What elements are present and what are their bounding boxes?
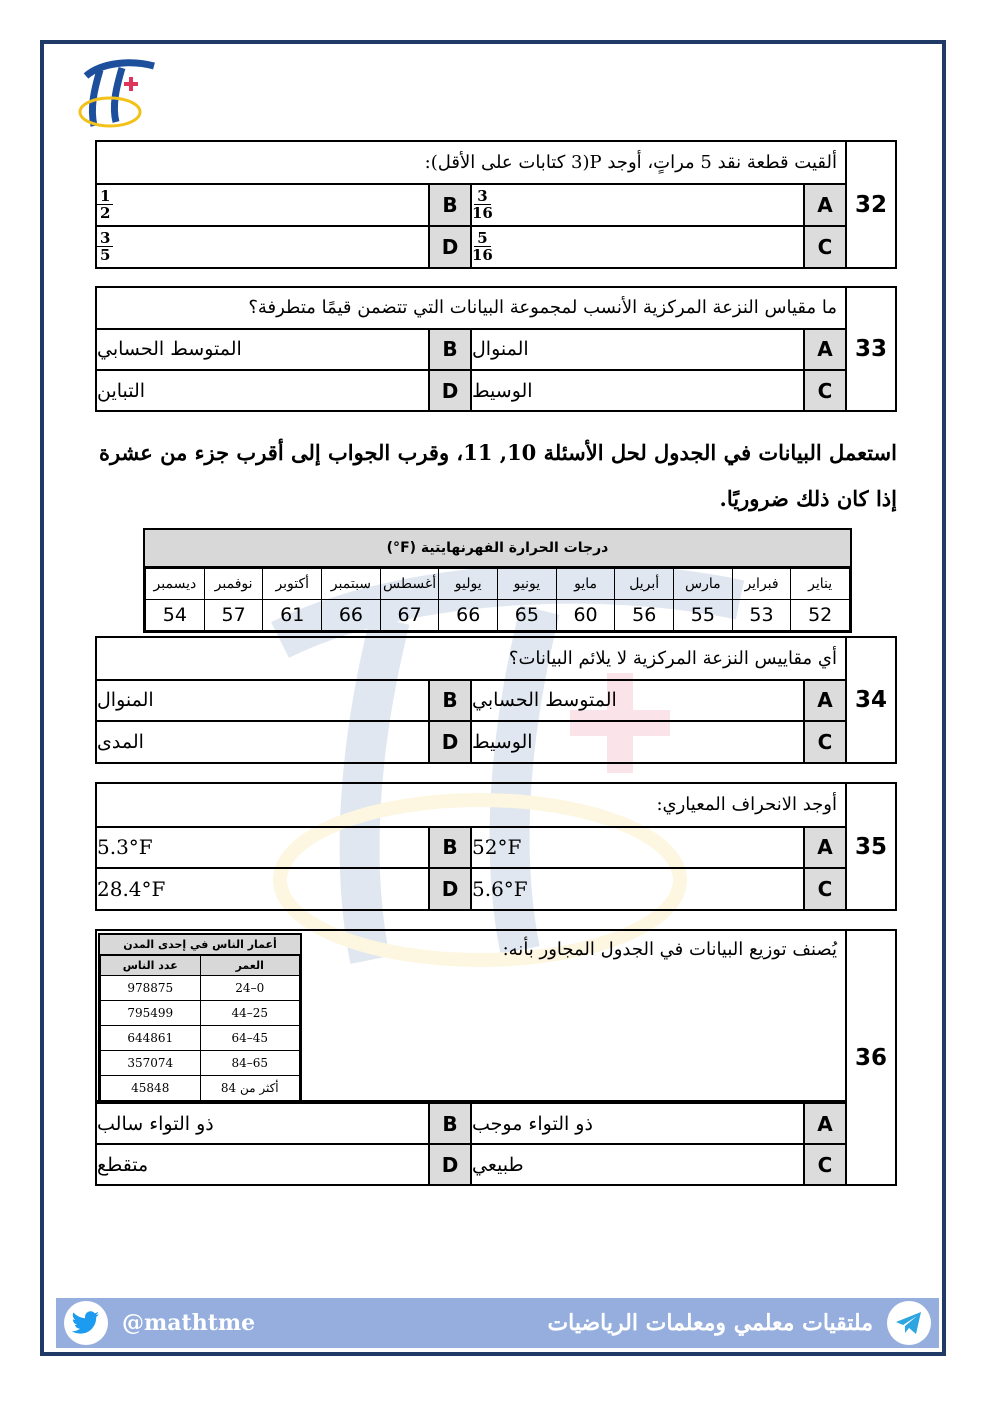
instruction-text: استعمل البيانات في الجدول لحل الأسئلة 10, 11، وقرب الجواب إلى أقرب جزء من عشرة إذا كان ذلك ضروريًا. [98,440,897,511]
value-cell: 56 [615,600,674,631]
age-cell: 65–84 [200,1051,300,1076]
option-b[interactable]: ذو التواء سالب B [97,1104,472,1143]
table-title: أعمار الناس في إحدى المدن [100,935,300,955]
option-label: B [428,330,470,370]
value-cell: 52 [791,600,850,631]
fraction: $\frac{3}{16}$ [472,187,493,223]
count-cell: 45848 [101,1076,201,1101]
fraction: $\frac{1}{2}$ [97,188,113,221]
value-cell: 67 [380,600,439,631]
question-number: 35 [845,784,895,909]
option-label: D [428,869,470,909]
option-label: D [428,722,470,762]
question-number: 34 [845,638,895,762]
value-cell: 65 [498,600,557,631]
option-b[interactable]: 5.3°F B [97,828,472,868]
value-cell: 53 [732,600,791,631]
table-row [101,1076,300,1101]
option-label: B [428,185,470,225]
question-stem: ألقيت قطعة نقد 5 مراتٍ، أوجد P(3 كتابات على الأقل): [97,142,845,185]
option-label: A [803,185,845,225]
value-cell: 60 [556,600,615,631]
option-a[interactable]: 52°F A [472,828,845,868]
question-number: 32 [845,142,895,267]
option-label: A [803,828,845,868]
option-label: D [428,371,470,410]
option-label: B [428,681,470,721]
fraction: $\frac{3}{5}$ [97,230,113,263]
age-cell: 25–44 [200,1001,300,1026]
option-label: A [803,330,845,370]
option-a[interactable] [472,185,845,225]
month-cell: يناير [791,569,850,600]
option-c[interactable]: الوسيط C [472,722,845,762]
count-cell: 795499 [101,1001,201,1026]
option-label: C [803,722,845,762]
table-row [101,1001,300,1026]
count-cell: 644861 [101,1026,201,1051]
column-header-count: عدد الناس [101,956,201,976]
option-label: B [428,1104,470,1143]
value-cell: 54 [146,600,205,631]
option-label: D [428,227,470,267]
count-cell: 357074 [101,1051,201,1076]
fraction: $\frac{5}{16}$ [472,229,493,265]
month-cell: نوفمبر [204,569,263,600]
question-stem: أوجد الانحراف المعياري: [97,784,845,828]
question-stem: ما مقياس النزعة المركزية الأنسب لمجموعة البيانات التي تتضمن قيمًا متطرفة؟ [97,288,845,330]
option-d[interactable]: متقطع D [97,1145,472,1184]
age-cell: 45–64 [200,1026,300,1051]
value-cell: 57 [204,600,263,631]
question-stem: يُصنف توزيع البيانات في الجدول المجاور بأنه: [97,931,845,1102]
option-d[interactable] [97,227,472,267]
footer-bar [56,1298,939,1348]
value-cell: 61 [263,600,322,631]
option-label: C [803,227,845,267]
month-cell: ديسمبر [146,569,205,600]
month-cell: أبريل [615,569,674,600]
channel-name[interactable]: ملتقيات معلمي ومعلمات الرياضيات [547,1310,873,1336]
option-label: B [428,828,470,868]
column-header-age: العمر [200,956,300,976]
value-cell: 66 [439,600,498,631]
option-label: A [803,681,845,721]
question-stem: أي مقاييس النزعة المركزية لا يلائم البيانات؟ [97,638,845,681]
month-cell: أكتوبر [263,569,322,600]
option-c[interactable]: 5.6°F C [472,869,845,909]
option-label: C [803,1145,845,1184]
month-cell: أغسطس [380,569,439,600]
table-row [101,1051,300,1076]
option-label: A [803,1104,845,1143]
count-cell: 978875 [101,976,201,1001]
question-35 [95,782,897,911]
option-b[interactable]: المنوال B [97,681,472,721]
question-number: 36 [845,931,895,1184]
question-number: 33 [845,288,895,410]
question-33 [95,286,897,412]
option-b[interactable] [97,185,472,225]
value-cell: 55 [674,600,733,631]
question-32 [95,140,897,269]
option-label: C [803,371,845,410]
month-cell: مارس [674,569,733,600]
temperature-table [143,528,852,633]
option-c[interactable]: طبيعي C [472,1145,845,1184]
logo-icon [72,56,164,134]
twitter-handle[interactable]: @mathtme [122,1310,256,1336]
option-c[interactable] [472,227,845,267]
table-row [101,976,300,1001]
value-cell: 66 [322,600,381,631]
age-cell: 0–24 [200,976,300,1001]
twitter-icon[interactable] [64,1301,108,1345]
month-cell: يوليو [439,569,498,600]
age-table [98,933,302,1103]
month-cell: يونيو [498,569,557,600]
option-d[interactable]: المدى D [97,722,472,762]
month-cell: فبراير [732,569,791,600]
question-34 [95,636,897,764]
option-b[interactable]: المتوسط الحسابي B [97,330,472,370]
month-cell: مايو [556,569,615,600]
option-d[interactable]: التباين D [97,371,472,410]
option-a[interactable]: ذو التواء موجب A [472,1104,845,1143]
option-c[interactable]: الوسيط C [472,371,845,410]
option-d[interactable]: 28.4°F D [97,869,472,909]
option-label: C [803,869,845,909]
option-label: D [428,1145,470,1184]
option-a[interactable]: المتوسط الحسابي A [472,681,845,721]
option-a[interactable]: المنوال A [472,330,845,370]
month-cell: سبتمبر [322,569,381,600]
telegram-icon[interactable] [887,1301,931,1345]
table-row [101,1026,300,1051]
age-cell: أكثر من 84 [200,1076,300,1101]
table-title: درجات الحرارة الفهرنهايتية (F°) [145,530,850,568]
